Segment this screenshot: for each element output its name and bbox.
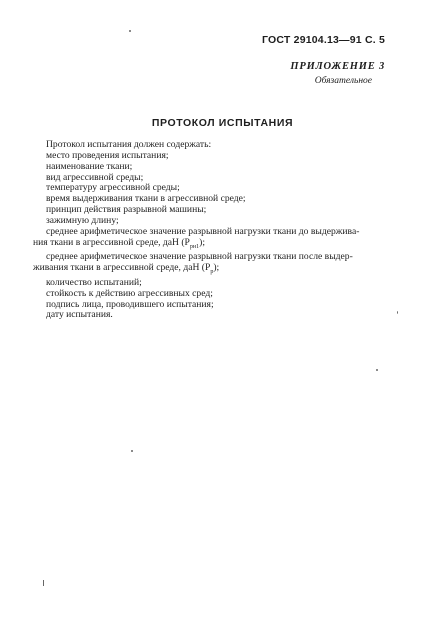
list-item: температуру агрессивной среды; xyxy=(46,182,180,194)
list-item-line: ния ткани в агрессивной среде, даН (P xyxy=(33,236,190,248)
list-item: количество испытаний; xyxy=(46,276,142,288)
appendix-label: ПРИЛОЖЕНИЕ 3 xyxy=(290,61,385,72)
subscript: р xyxy=(210,269,214,276)
list-item-long xyxy=(33,225,401,253)
list-item-long xyxy=(33,251,401,278)
document-title: ПРОТОКОЛ ИСПЫТАНИЯ xyxy=(151,117,294,129)
protocol-items-list xyxy=(33,149,401,321)
scan-speck xyxy=(129,30,131,32)
list-item: место проведения испытания; xyxy=(46,149,169,161)
protocol-content xyxy=(33,139,401,321)
scan-speck xyxy=(397,311,398,314)
scan-speck xyxy=(131,450,133,452)
list-item: принцип действия разрывной машины; xyxy=(46,204,207,216)
list-item: время выдерживания ткани в агрессивной среде; xyxy=(46,193,246,205)
subscript: рн1 xyxy=(189,243,200,250)
appendix-status: Обязательное xyxy=(314,76,372,86)
list-item: вид агрессивной среды; xyxy=(46,171,144,183)
list-item: стойкость к действию агрессивных сред; xyxy=(46,287,213,299)
document-code: ГОСТ 29104.13—91 С. 5 xyxy=(262,34,385,46)
list-item-tail: ); xyxy=(213,262,220,274)
list-item-line: среднее арифметическое значение разрывной нагрузки ткани до выдержива- xyxy=(46,225,360,237)
list-item-tail: ); xyxy=(199,236,205,248)
list-item: подпись лица, проводившего испытания; xyxy=(46,298,214,310)
scan-speck xyxy=(376,369,378,371)
scan-speck xyxy=(43,580,44,586)
protocol-intro: Протокол испытания должен содержать: xyxy=(46,139,212,150)
list-item: дату испытания. xyxy=(46,309,113,321)
list-item: наименование ткани; xyxy=(46,160,133,172)
list-item-line: живания ткани в агрессивной среде, даН (P xyxy=(33,262,211,274)
list-item: зажимную длину; xyxy=(46,214,119,226)
list-item-line: среднее арифметическое значение разрывной нагрузки ткани после выдер- xyxy=(46,251,353,263)
